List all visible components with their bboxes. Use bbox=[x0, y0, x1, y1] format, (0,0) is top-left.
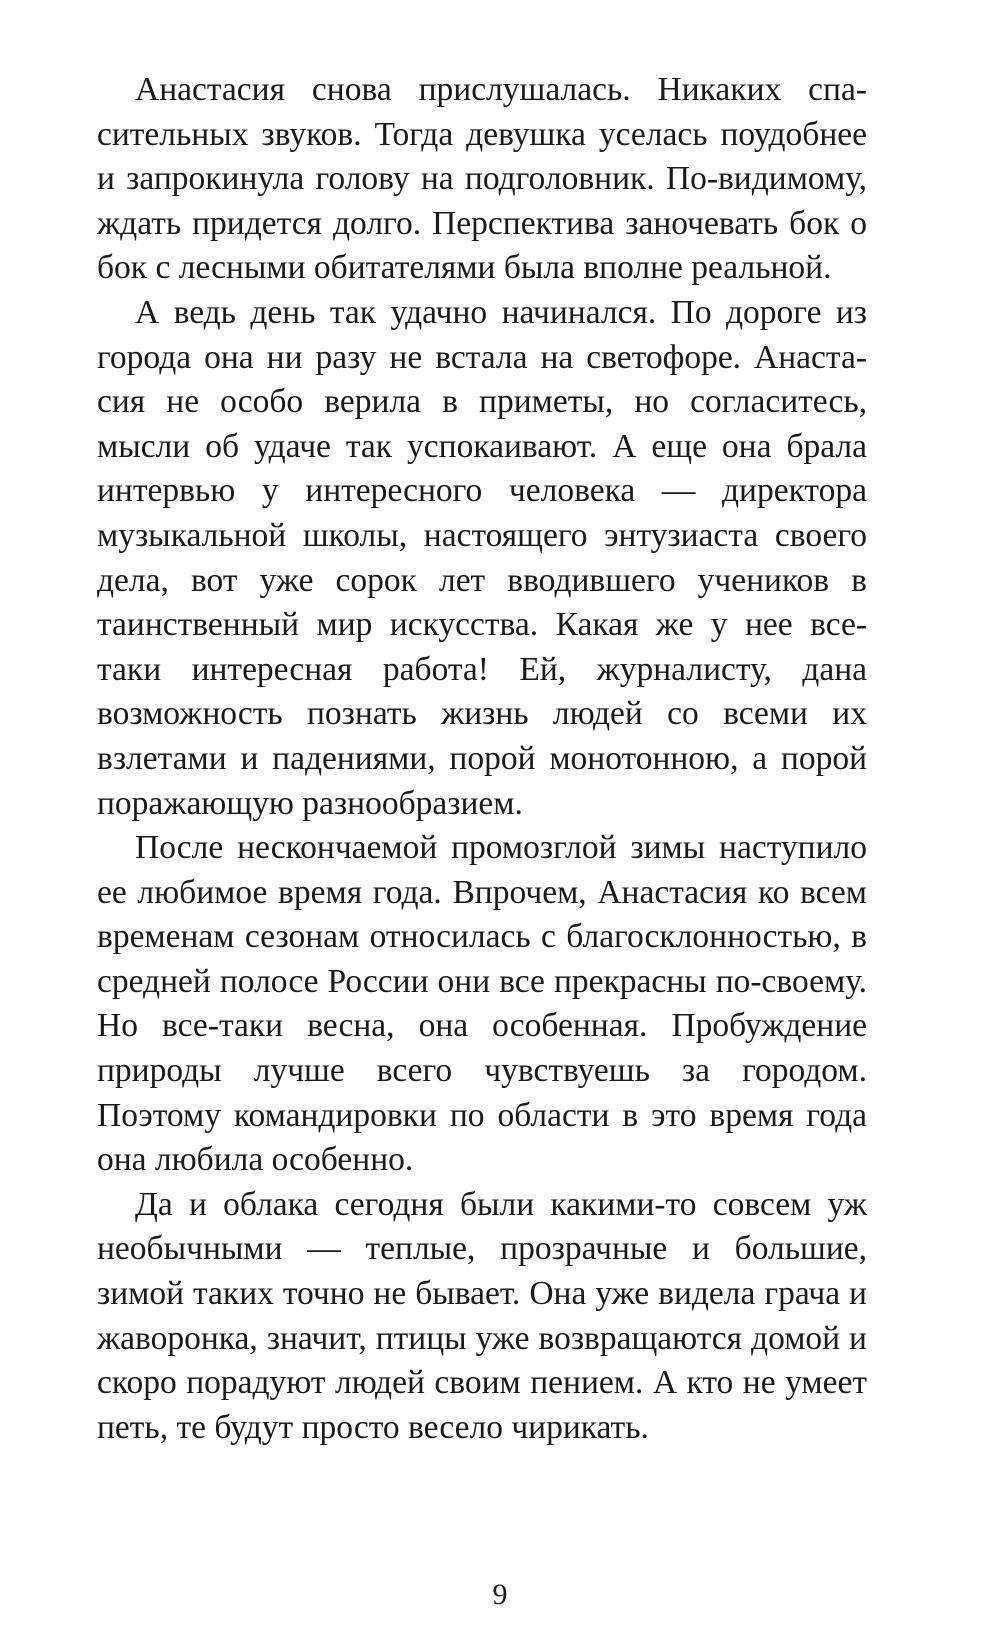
page-number: 9 bbox=[492, 1578, 508, 1611]
paragraph-4: Да и облака сегодня были какими-то совсем уж необычными — теплые, прозрачные и большие, зимой таких точно не бывает. Она уже видела грача и жаворонка, значит, птицы уже возвращаются домой и скоро порадуют людей своим пением. А кто не умеет петь, те будут просто весело чирикать. bbox=[97, 1185, 867, 1446]
paragraph-1: Анастасия снова прислушалась. Никаких спасительных звуков. Тогда девушка уселась поудобнее и запрокинула голову на подголовник. По-видимому, ждать придется долго. Перспектива заночевать бок о бок с лесными обитателями была вполне реальной. bbox=[97, 71, 867, 287]
paragraph-3: После нескончаемой промозглой зимы наступило ее любимое время года. Впрочем, Анастасия ко всем временам сезонам относилась с благосклонностью, в средней полосе России они все прекрасны по-своему. Но все-таки весна, она особенная. Пробуждение природы лучше всего чувствуешь за городом. Поэтому командировки по области в это время года она любила особенно. bbox=[97, 829, 867, 1179]
paragraph-2: А ведь день так удачно начинался. По дороге из города она ни разу не встала на светофоре. Анастасия не особо верила в приметы, но согласитесь, мысли об удаче так успокаивают. А еще она брала интервью у интересного человека — директора музыкальной школы, настоящего энтузиаста своего дела, вот уже сорок лет вводившего учеников в таинственный мир искусства. Какая же у нее все-таки интересная работа! Ей, журналисту, дана возможность познать жизнь людей со всеми их взлетами и падениями, порой монотонною, а порой поражающую разнообразием. bbox=[97, 293, 867, 822]
body-text bbox=[97, 68, 867, 1450]
